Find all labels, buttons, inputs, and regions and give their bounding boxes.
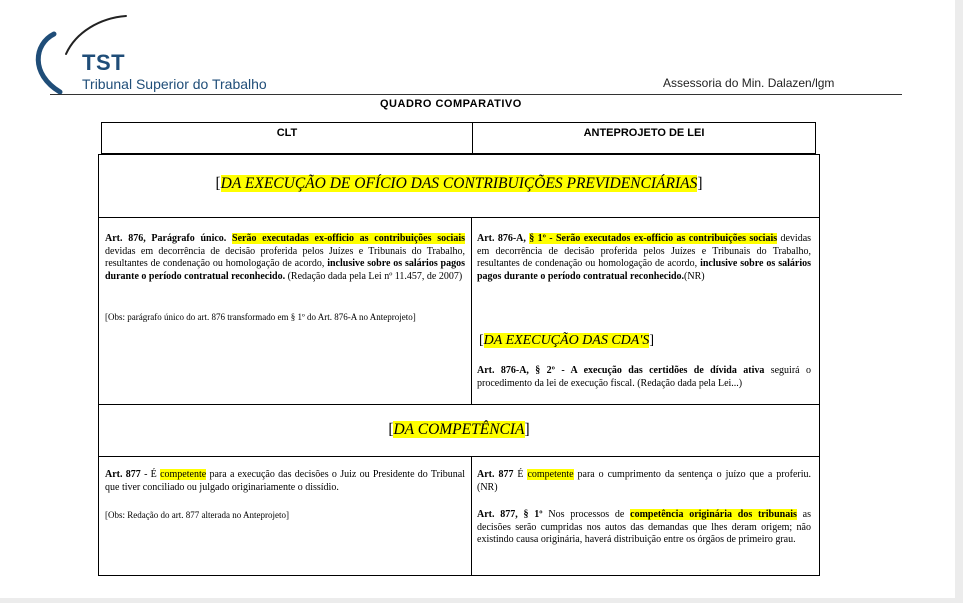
article-note: (NR) — [684, 270, 705, 282]
article-text: devidas em decorrência de decisão proferida pelos Juízes e Tribunais do Trabalho, resultantes de condenação ou homologação de acordo, — [105, 245, 465, 270]
row-divider — [99, 404, 819, 405]
row-divider — [99, 456, 819, 457]
article-ref: Art. 877 — [477, 469, 514, 480]
article-ref: Art. 877 — [105, 469, 141, 480]
column-divider — [471, 217, 472, 404]
clt-art-877-text — [105, 469, 465, 494]
article-ref: Art. 876-A, § 2º — [477, 365, 555, 376]
section-heading-competencia: [DA COMPETÊNCIA] — [388, 421, 530, 438]
article-text: devidas em decorrência de decisão proferida pelos Juízes e Tribunais do Trabalho, resultantes de condenação ou homologação de acordo, — [477, 233, 812, 270]
header-divider — [50, 94, 902, 95]
article-text: É — [513, 469, 528, 480]
row-divider — [99, 217, 819, 218]
ante-art-877-p1-text — [477, 509, 811, 547]
article-bold-text: - A execução das certidões de dívida ativa — [554, 365, 765, 376]
logo-abbreviation: TST — [82, 50, 126, 75]
logo-name: Tribunal Superior do Trabalho — [82, 76, 267, 92]
section-title: DA EXECUÇÃO DE OFÍCIO DAS CONTRIBUIÇÕES PREVIDENCIÁRIAS — [220, 175, 698, 192]
ante-art-877-text — [477, 469, 811, 494]
section-title: DA COMPETÊNCIA — [393, 421, 525, 438]
column-divider — [471, 456, 472, 575]
subsection-heading-cdas: [DA EXECUÇÃO DAS CDA'S] — [479, 333, 655, 348]
section-heading-execucao-oficio: [DA EXECUÇÃO DE OFÍCIO DAS CONTRIBUIÇÕES PREVIDENCIÁRIAS] — [215, 175, 703, 192]
article-text: para o cumprimento da sentença o juízo que a proferiu. (NR) — [477, 469, 812, 493]
highlighted-text: § 1º - Serão executados ex-officio as contribuições sociais — [529, 233, 778, 244]
subsection-title: DA EXECUÇÃO DAS CDA'S — [483, 333, 650, 348]
tst-logo — [30, 14, 290, 98]
article-note: (Redação dada pela Lei nº 11.457, de 2007) — [285, 270, 463, 282]
article-ref: Art. 876-A, — [477, 233, 526, 244]
clt-art-877-obs: [Obs: Redação do art. 877 alterada no Anteprojeto] — [105, 510, 289, 520]
column-header-row — [101, 122, 816, 154]
assessoria-label: Assessoria do Min. Dalazen/lgm — [663, 76, 835, 90]
article-bold-text: inclusive sobre os salários pagos durante o período contratual reconhecido. — [105, 258, 466, 282]
highlighted-text: Serão executadas ex-officio as contribuições sociais — [232, 233, 465, 244]
ante-art-876a-p2-text — [477, 365, 811, 390]
comparison-table — [98, 154, 820, 576]
clt-art-876-obs: [Obs: parágrafo único do art. 876 transformado em § 1º do Art. 876-A no Anteprojeto] — [105, 312, 416, 322]
highlighted-text: competente — [527, 469, 574, 480]
article-text: - É — [140, 469, 161, 480]
ante-art-876a-p1-text — [477, 233, 811, 283]
column-header-anteprojeto: ANTEPROJETO DE LEI — [583, 127, 705, 139]
article-ref: Art. 876, Parágrafo único. — [105, 233, 227, 244]
article-bold-text: inclusive sobre os salários pagos durante o período contratual reconhecido. — [477, 258, 811, 282]
highlighted-text: competente — [160, 469, 207, 480]
article-ref: Art. 877, § 1º — [477, 509, 543, 520]
column-header-clt: CLT — [102, 123, 473, 153]
article-text: as decisões serão cumpridas nos autos das demandas que lhes deram origem; não existindo causa originária, haverá distribuição entre os órgãos de primeiro grau. — [477, 509, 811, 546]
clt-art-876-text — [105, 233, 465, 283]
highlighted-text: competência originária dos tribunais — [630, 509, 797, 520]
article-text: para a execução das decisões o Juiz ou Presidente do Tribunal que tiver conciliado ou julgado originariamente o dissídio. — [105, 469, 465, 493]
document-title: QUADRO COMPARATIVO — [380, 98, 522, 110]
article-text: seguirá o procedimento da lei de execução fiscal. (Redação dada pela Lei...) — [477, 365, 811, 389]
article-text: Nos processos de — [542, 509, 631, 520]
